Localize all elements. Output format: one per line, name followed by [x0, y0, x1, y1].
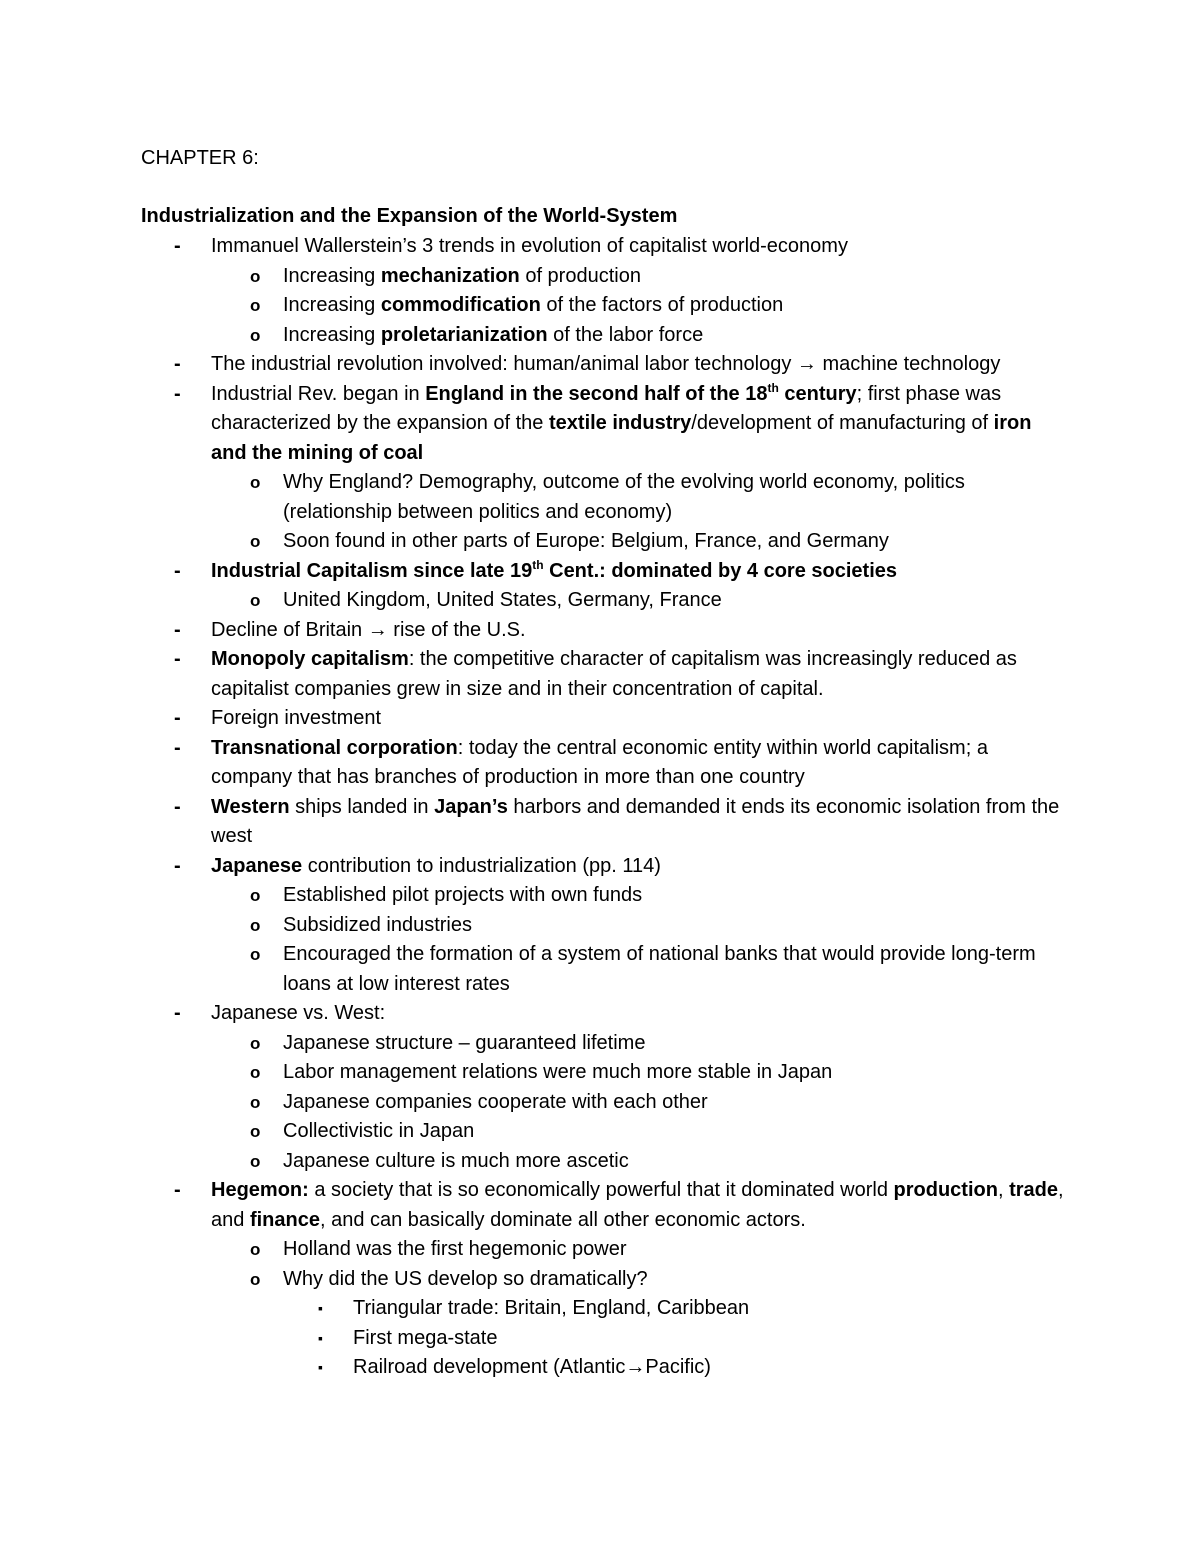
list-item [0, 999, 1071, 1029]
dash-bullet: - [174, 235, 181, 257]
list-item [0, 1353, 1071, 1383]
text-run: Increasing [283, 294, 381, 316]
text-run: of the factors of production [540, 294, 784, 316]
list-item [0, 881, 1071, 911]
text-run: Cent.: dominated by 4 core societies [543, 559, 897, 582]
list-item [0, 645, 1071, 704]
text-run: Transnational corporation [211, 736, 458, 759]
list-item [0, 1235, 1071, 1265]
circle-bullet-icon: o [250, 1063, 261, 1082]
circle-bullet-icon: o [250, 886, 261, 905]
text-run: Increasing [283, 323, 381, 346]
dash-bullet: - [174, 1179, 181, 1201]
text-run: th [532, 557, 544, 572]
dash-bullet: - [174, 795, 181, 818]
circle-bullet-icon: o [250, 266, 261, 286]
list-item [0, 1176, 1071, 1235]
text-run: Labor management relations were much more stable in Japan [283, 1061, 833, 1083]
text-run: Monopoly capitalism [211, 648, 409, 670]
notes-outline [0, 232, 1200, 1383]
list-item [0, 940, 1071, 999]
text-run: Japanese vs. West: [211, 1002, 386, 1024]
text-run: Holland was the first hegemonic power [283, 1238, 627, 1260]
list-item [0, 262, 1071, 292]
text-run: textile industry [549, 412, 692, 434]
text-run: Western [211, 795, 290, 818]
text-run: , and can basically dominate all other economic actors. [319, 1208, 806, 1231]
list-item [0, 734, 1071, 793]
circle-bullet-icon: o [250, 1269, 261, 1289]
dash-bullet: - [174, 1002, 181, 1024]
text-run: century [778, 382, 857, 405]
text-run: /development of manufacturing of [691, 412, 994, 434]
list-item [0, 1147, 1071, 1177]
square-bullet-icon: ▪ [318, 1329, 323, 1346]
text-run: Why did the US develop so dramatically? [283, 1267, 648, 1290]
text-run: Established pilot projects with own funds [283, 884, 643, 906]
circle-bullet-icon: o [250, 1122, 261, 1141]
list-item [0, 1058, 1071, 1088]
list-item [0, 793, 1071, 852]
text-run: mechanization [380, 264, 520, 287]
dash-bullet: - [174, 559, 181, 582]
circle-bullet-icon: o [250, 532, 261, 551]
dash-bullet: - [174, 736, 181, 759]
dash-bullet: - [174, 854, 181, 877]
circle-bullet-icon: o [250, 1092, 261, 1112]
list-item [0, 1088, 1071, 1118]
text-run: England in the second half of the 18 [425, 382, 768, 405]
list-item [0, 291, 1071, 321]
text-run: Hegemon: [211, 1179, 309, 1201]
list-item [0, 468, 1071, 527]
text-run: Increasing [283, 264, 381, 287]
list-item [0, 350, 1071, 380]
text-run: contribution to industrialization (pp. 114) [302, 854, 661, 877]
text-run: Japanese [211, 854, 303, 877]
square-bullet-icon: ▪ [318, 1359, 323, 1375]
text-run: Railroad development (Atlantic→Pacific) [353, 1356, 711, 1378]
circle-bullet-icon: o [250, 1151, 261, 1171]
section-title: Industrialization and the Expansion of the World-System [141, 205, 678, 227]
dash-bullet: - [174, 618, 181, 641]
text-run: : the competitive character of capitalism was increasingly reduced as capitalist companies grew in size and in their concentration of capital. [211, 648, 1017, 700]
list-item [0, 232, 1071, 262]
circle-bullet-icon: o [250, 1240, 261, 1259]
list-item [0, 1029, 1071, 1059]
text-run: ; first phase was characterized by the expansion of the [211, 382, 1002, 434]
text-run: Japan’s [434, 795, 508, 818]
text-run: proletarianization [380, 323, 548, 346]
text-run: harbors and demanded it ends its economic isolation from the west [211, 795, 1060, 847]
text-run: Industrial Rev. began in [211, 382, 426, 405]
dash-bullet: - [174, 382, 181, 405]
list-item [0, 557, 1071, 587]
circle-bullet-icon: o [250, 591, 261, 610]
text-run: Foreign investment [211, 707, 382, 729]
list-item [0, 911, 1071, 941]
text-run: The industrial revolution involved: human/animal labor technology → machine technology [211, 353, 1001, 375]
list-item [0, 1294, 1071, 1324]
text-run: Japanese companies cooperate with each other [283, 1090, 708, 1113]
text-run: th [767, 380, 779, 395]
circle-bullet-icon: o [250, 296, 261, 315]
list-item [0, 586, 1071, 616]
text-run: Why England? Demography, outcome of the evolving world economy, politics (relationship between politics and economy) [283, 471, 965, 523]
list-item [0, 616, 1071, 646]
text-run: Soon found in other parts of Europe: Belgium, France, and Germany [283, 530, 889, 552]
text-run: Japanese structure – guaranteed lifetime [283, 1031, 646, 1054]
list-item [0, 704, 1071, 734]
circle-bullet-icon: o [250, 945, 261, 964]
text-run: Japanese culture is much more ascetic [283, 1149, 629, 1172]
circle-bullet-icon: o [250, 1033, 261, 1053]
square-bullet-icon: ▪ [318, 1300, 323, 1316]
text-run: of production [519, 264, 641, 287]
dash-bullet: - [174, 707, 181, 729]
list-item [0, 527, 1071, 557]
dash-bullet: - [174, 353, 181, 375]
text-run: trade [1009, 1179, 1058, 1201]
text-run: ships landed in [289, 795, 435, 818]
list-item [0, 1117, 1071, 1147]
text-run: production [893, 1179, 998, 1201]
text-run: Collectivistic in Japan [283, 1120, 475, 1142]
text-run: finance [249, 1208, 320, 1231]
chapter-heading: CHAPTER 6: [141, 147, 259, 169]
text-run: : today the central economic entity within world capitalism; a company that has branches of production in more than one country [211, 736, 988, 788]
text-run: iron and the mining of coal [211, 412, 1032, 464]
circle-bullet-icon: o [250, 915, 261, 935]
text-run: Immanuel Wallerstein’s 3 trends in evolution of capitalist world-economy [211, 235, 848, 257]
text-run: United Kingdom, United States, Germany, France [283, 589, 722, 611]
list-item [0, 1265, 1071, 1295]
text-run: Encouraged the formation of a system of national banks that would provide long-term loans at low interest rates [283, 943, 1036, 995]
text-run: Industrial Capitalism since late 19 [211, 559, 533, 582]
text-run: , and [211, 1179, 1064, 1231]
text-run: First mega-state [353, 1326, 498, 1349]
text-run: of the labor force [547, 323, 704, 346]
text-run: commodification [380, 294, 541, 316]
list-item [0, 380, 1071, 469]
list-item [0, 321, 1071, 351]
text-run: , [997, 1179, 1010, 1201]
text-run: Decline of Britain → rise of the U.S. [211, 618, 526, 641]
dash-bullet: - [174, 648, 181, 670]
text-run: Triangular trade: Britain, England, Caribbean [353, 1297, 750, 1319]
circle-bullet-icon: o [250, 473, 261, 492]
text-run: a society that is so economically powerful that it dominated world [308, 1179, 894, 1201]
list-item [0, 852, 1071, 882]
list-item [0, 1324, 1071, 1354]
text-run: Subsidized industries [283, 913, 472, 936]
circle-bullet-icon: o [250, 325, 261, 345]
